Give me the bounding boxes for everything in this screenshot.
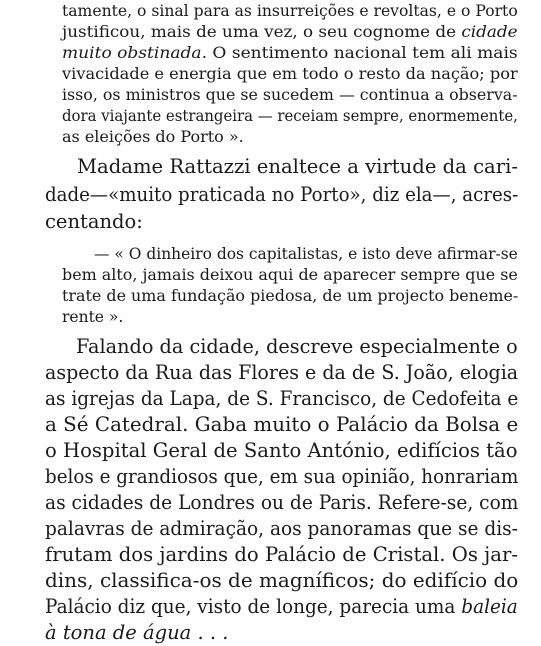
text-line: isso, os ministros que se sucedem — continua a observa- — [62, 85, 518, 104]
italic-text: cidade — [461, 22, 518, 41]
text-line: as igrejas da Lapa, de S. Francisco, de Cedofeita e — [45, 387, 519, 410]
text-line: as eleições do Porto ». — [62, 127, 244, 146]
text-line: as cidades de Londres ou de Paris. Refere-se, com — [45, 491, 519, 514]
text-line: rente ». — [62, 308, 124, 326]
text-line: Palácio diz que, visto de longe, parecia uma baleia — [45, 595, 518, 618]
text-line: vivacidade e energia que em todo o resto da nação; por — [62, 64, 518, 83]
text-line: bem alto, jamais deixou aqui de aparecer sempre que se — [62, 266, 518, 284]
text-line: o Hospital Geral de Santo António, edifícios tão — [45, 439, 518, 462]
text-line: palavras de admiração, aos panoramas que se dis- — [45, 517, 518, 540]
text-line: dora viajante estrangeira — receiam sempre, enormemente, — [62, 106, 518, 125]
italic-text: baleia — [461, 595, 518, 618]
text-line: trate de uma fundação piedosa, de um projecto beneme- — [62, 287, 519, 305]
text-line: aspecto da Rua das Flores e da de S. João, elogia — [45, 361, 519, 384]
text-line: frutam dos jardins do Palácio de Cristal. Os jar- — [45, 543, 518, 566]
italic-text: muito obstinada. — [62, 43, 207, 62]
text-line: tamente, o sinal para as insurreições e revoltas, e o Porto — [62, 1, 518, 20]
text-line: — « O dinheiro dos capitalistas, e isto deve afirmar-se — [94, 245, 518, 263]
text-line — [45, 620, 229, 646]
text-line: a Sé Catedral. Gaba muito o Palácio da Bolsa e — [45, 413, 519, 436]
text-line: belos e grandiosos que, em sua opinião, honrariam — [45, 465, 519, 488]
text-line: dins, classifica-os de magníficos; do edifício do — [45, 569, 519, 592]
text-line: justificou, mais de uma vez, o seu cognome de cidade — [62, 22, 518, 41]
italic-text: à tona de água . . . — [45, 621, 229, 644]
text-line: Falando da cidade, descreve especialmente o — [76, 335, 518, 358]
text-line: Madame Rattazzi enaltece a virtude da cari- — [77, 155, 518, 178]
text-line: centando: — [45, 210, 143, 233]
text-line: dade—«muito praticada no Porto», diz ela—, acres- — [45, 183, 519, 206]
text-line: muito obstinada. O sentimento nacional tem ali mais — [62, 43, 518, 62]
